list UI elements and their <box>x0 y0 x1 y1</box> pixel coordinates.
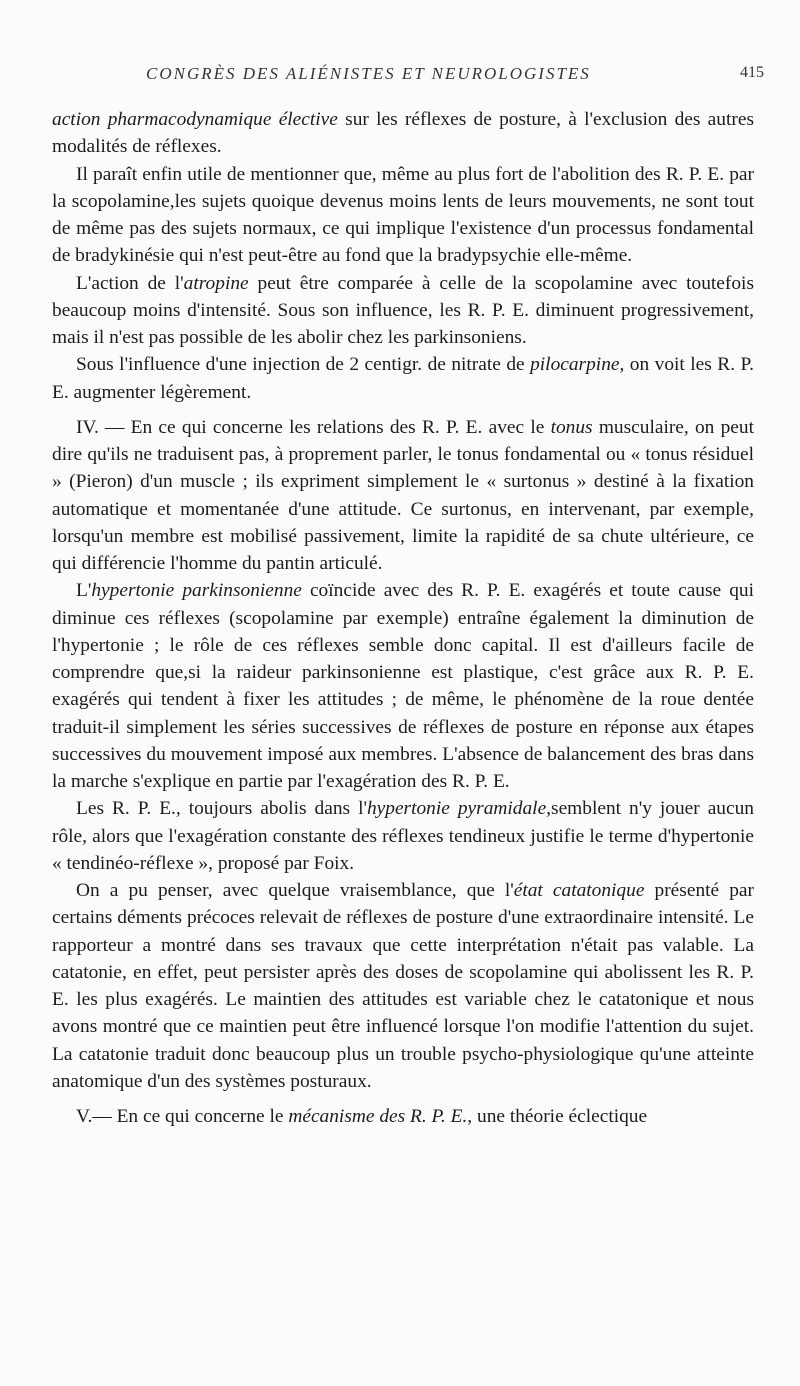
italic-text: mécanisme des R. P. E. <box>288 1106 468 1127</box>
text-run: Les R. P. E., toujours abolis dans l' <box>76 798 367 820</box>
text-run: coïncide avec des R. P. E. exagérés et toute cause qui diminue ces réflexes (scopolamine par exemple) entraîne également la diminution de l'hypertonie ; le rôle de ces réflexes semble donc capital. Il est d'ailleurs facile de comprendre que,si la raideur parkinsonienne est plastique, c'est grâce aux R. P. E. exagérés qui tendent à fixer les attitudes ; de même, le phénomène de la roue dentée traduit-il simplement les séries successives de réflexes de posture en réponse aux étapes successives du mouvement imposé aux membres. L'absence de balancement des bras dans la marche s'explique en partie par l'exagération des R. P. E. <box>52 580 754 792</box>
italic-text: atropine <box>183 272 249 294</box>
body-text <box>52 106 754 1130</box>
text-run: Il paraît enfin utile de mentionner que, même au plus fort de l'abolition des R. P. E. par la scopolamine,les sujets quoique devenus moins lents de leurs mouvements, ne sont tout de même pas des sujets normaux, ce qui implique l'existence d'un processus fondamental de bradykinésie qui n'est peut-être au fond que la bradypsychie elle-même. <box>52 163 754 267</box>
page-number: 415 <box>740 64 764 81</box>
italic-text: hypertonie pyramidale, <box>366 798 552 820</box>
italic-text: tonus <box>550 416 593 438</box>
paragraph <box>52 795 754 877</box>
paragraph <box>52 414 754 578</box>
italic-text: hypertonie parkinsonienne <box>91 580 302 602</box>
text-run: , une théorie éclectique <box>467 1106 648 1127</box>
text-run: sur les réflexes de posture, à l'exclusion des autres modalités de réflexes. <box>52 109 754 158</box>
text-run: IV. — En ce qui concerne les relations des R. P. E. avec le <box>76 416 551 438</box>
text-run: L' <box>76 580 92 602</box>
italic-text: pilocarpine, <box>530 354 625 376</box>
paragraph <box>52 161 754 270</box>
paragraph <box>52 351 754 406</box>
text-run: on voit les R. P. E. augmenter légèrement. <box>52 354 754 403</box>
text-run: Sous l'influence d'une injection de 2 centigr. de nitrate de <box>76 354 531 376</box>
running-title: CONGRÈS DES ALIÉNISTES ET NEUROLOGISTES <box>146 64 591 83</box>
text-run: présenté par certains déments précoces relevait de réflexes de posture d'une extraordinaire intensité. Le rapporteur a montré dans ses travaux que cette interprétation n'était pas valable. La catatonie, en effet, peut persister après des doses de scopolamine qui abolissent les R. P. E. les plus exagérés. Le maintien des attitudes est variable chez le catatonique et nous avons montré que ce maintien peut être influencé lorsque l'on modifie l'attention du sujet. La catatonie traduit donc beaucoup plus un trouble psycho-physiologique qu'une atteinte anatomique d'un des systèmes posturaux. <box>52 880 754 1092</box>
paragraph <box>52 270 754 352</box>
text-run: musculaire, on peut dire qu'ils ne traduisent pas, à proprement parler, le tonus fondamental ou « tonus résiduel » (Pieron) d'un muscle ; ils expriment simplement le « surtonus » destiné à la fixation automatique et momentanée d'une attitude. Ce surtonus, en intervenant, par exemple, lorsqu'un membre est mobilisé passivement, limite la rapidité de sa chute ultérieure, ce qui différencie l'homme du pantin articulé. <box>52 416 754 574</box>
paragraph <box>52 877 754 1095</box>
running-header <box>60 64 764 88</box>
paragraph <box>52 577 754 795</box>
text-run: peut être comparée à celle de la scopolamine avec toutefois beaucoup moins d'intensité. Sous son influence, les R. P. E. diminuent progressivement, mais il n'est pas possible de les abolir chez les parkinsoniens. <box>52 272 754 348</box>
text-run: V.— En ce qui concerne le <box>76 1106 289 1127</box>
italic-text: action pharmacodynamique élective <box>52 109 338 130</box>
paragraph <box>52 106 754 161</box>
text-run: L'action de l' <box>76 272 184 294</box>
paragraph <box>52 1103 754 1130</box>
text-run: semblent n'y jouer aucun rôle, alors que l'exagération constante des réflexes tendineux justifie le terme d'hypertonie « tendinéo-réflexe », proposé par Foix. <box>52 798 754 874</box>
text-run: On a pu penser, avec quelque vraisemblance, que l' <box>76 880 514 901</box>
italic-text: état catatonique <box>513 880 645 901</box>
